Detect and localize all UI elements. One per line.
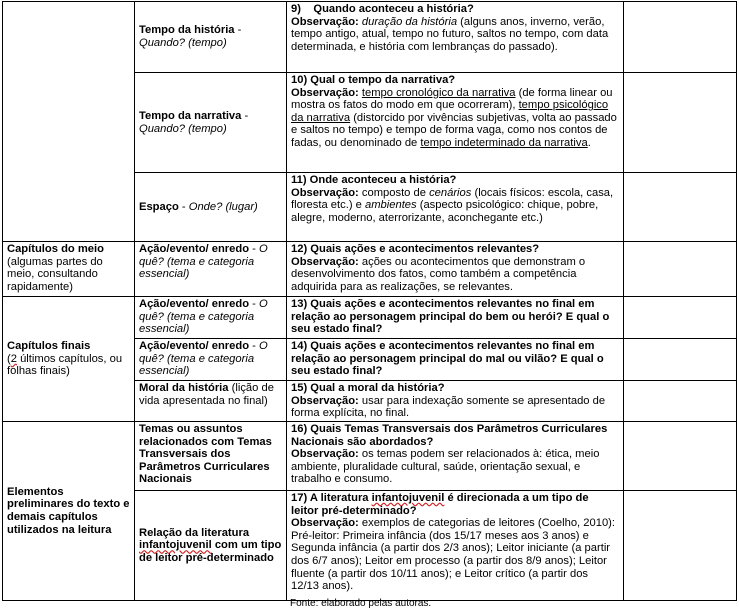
observation-text: (alguns anos, inverno, verão, tempo antigo, atual, tempo no futuro, saltos no tempo, com data determinada, e história com lembranças do passado). bbox=[291, 15, 609, 53]
section-cell-empty bbox=[3, 2, 135, 242]
element-title: Ação/evento/ enredo bbox=[139, 340, 250, 352]
notes-cell bbox=[624, 242, 737, 297]
question-heading: 17) A literatura infantojuvenil é direcionada a um tipo de leitor pré-determinado? bbox=[291, 492, 589, 517]
section-note: últimos capítulos, ou folhas finais) bbox=[7, 352, 123, 378]
notes-cell bbox=[624, 339, 737, 381]
element-cell: Ação/evento/ enredo - O quê? (tema e categoria essencial) bbox=[135, 339, 287, 381]
observation-text: (aspecto psicológico: chique, pobre, alegre, moderno, aterrorizante, aconchegante etc.) bbox=[291, 199, 599, 224]
observation-text: usar para indexação somente se apresentado de forma explícita, no final. bbox=[291, 394, 606, 420]
observation-underline: tempo psicológico da narrativa bbox=[291, 99, 609, 124]
question-heading: 11) Onde aconteceu a história? bbox=[291, 174, 457, 186]
section-note: (algumas partes do meio, consultando rapidamente) bbox=[7, 255, 103, 293]
element-cell: Espaço - Onde? (lugar) bbox=[135, 173, 287, 242]
question-cell bbox=[287, 73, 624, 173]
element-subtitle: O quê? (tema e categoria essencial) bbox=[139, 243, 268, 281]
element-cell: Tempo da história - Quando? (tempo) bbox=[135, 2, 287, 73]
element-title: Tempo da narrativa bbox=[139, 109, 242, 122]
observation-text: exemplos de categorias de leitores (Coelho, 2010): Pré-leitor: Primeira infância (dos 15/17 meses aos 3 anos) e Segunda infância (a partir dos 2/3 anos); Leitor iniciante (a partir dos 6/7 anos); Leitor em processo (a partir dos 8/9 anos); Leitor fluente (a partir dos 10/11 anos); e Leitor crítico (a partir dos 12/13 anos). bbox=[291, 517, 615, 593]
section-title: Capítulos do meio bbox=[7, 243, 104, 255]
question-cell bbox=[287, 242, 624, 297]
element-title: Espaço bbox=[139, 200, 179, 213]
notes-cell bbox=[624, 422, 737, 491]
observation-text: os temas podem ser relacionados à: ética, meio ambiente, pluralidade cultural, saúde, orientação sexual, e trabalho e consumo. bbox=[291, 448, 600, 486]
observation-italic: ambientes bbox=[365, 199, 417, 212]
element-cell: Ação/evento/ enredo - O quê? (tema e categoria essencial) bbox=[135, 242, 287, 297]
element-title: Ação/evento/ enredo bbox=[139, 243, 250, 255]
table-row bbox=[3, 297, 737, 339]
observation-text: composto de bbox=[361, 186, 426, 199]
element-title: Tempo da história bbox=[139, 24, 235, 37]
question-heading: 13) Quais ações e acontecimentos relevantes no final em relação ao personagem principal do bem ou herói? E qual o seu estado final? bbox=[291, 298, 610, 336]
element-subtitle: Quando? (tempo) bbox=[139, 122, 227, 135]
observation-label: Observação: bbox=[291, 86, 359, 99]
question-cell bbox=[287, 422, 624, 491]
observation-text: ações ou acontecimentos que demonstram o desenvolvimento dos fatos, como também a competência adquirida para as realizações, se relevantes. bbox=[291, 255, 586, 293]
element-cell bbox=[135, 491, 287, 601]
element-title: Relação da literatura infantojuvenil com um tipo de leitor pré-determinado bbox=[139, 526, 282, 564]
question-heading: 16) Quais Temas Transversais dos Parâmetros Curriculares Nacionais são abordados? bbox=[291, 423, 608, 448]
observation-label: Observação: bbox=[291, 517, 359, 530]
question-cell bbox=[287, 339, 624, 381]
element-title: Temas ou assuntos relacionados com Temas Transversais dos Parâmetros Curriculares Nacionais bbox=[139, 423, 272, 486]
observation-text: (de forma linear ou mostra os fatos do modo em que ocorreram), bbox=[291, 86, 613, 112]
observation-label: Observação: bbox=[291, 255, 359, 268]
table-row bbox=[3, 422, 737, 491]
section-title: Elementos preliminares do texto e demais capítulos utilizados na leitura bbox=[7, 485, 130, 536]
question-cell bbox=[287, 173, 624, 242]
analysis-table bbox=[2, 1, 737, 601]
observation-label: Observação: bbox=[291, 394, 359, 407]
section-cell bbox=[3, 242, 135, 297]
observation-text: . bbox=[587, 136, 591, 149]
table-row bbox=[3, 2, 737, 73]
question-cell bbox=[287, 381, 624, 422]
observation-italic: cenários bbox=[429, 186, 472, 199]
element-subtitle: Quando? (tempo) bbox=[139, 37, 227, 49]
observation-label: Observação: bbox=[291, 448, 359, 461]
question-heading: 15) Qual a moral da história? bbox=[291, 382, 445, 394]
notes-cell bbox=[624, 2, 737, 73]
notes-cell bbox=[624, 491, 737, 601]
observation-underline: tempo indeterminado da narrativa bbox=[420, 136, 588, 149]
question-cell bbox=[287, 2, 624, 73]
element-cell: Tempo da narrativa - Quando? (tempo) bbox=[135, 73, 287, 173]
source-caption: Fonte: elaborado pelas autoras. bbox=[290, 598, 432, 609]
question-heading: 12) Quais ações e acontecimentos relevantes? bbox=[291, 243, 540, 255]
observation-text: (locais físicos: escola, casa, floresta etc.) e bbox=[291, 186, 614, 212]
element-cell: Ação/evento/ enredo - O quê? (tema e categoria essencial) bbox=[135, 297, 287, 339]
observation-label: Observação: bbox=[291, 186, 359, 199]
observation-underline: tempo cronológico da narrativa bbox=[361, 86, 516, 99]
observation-text: (distorcido por vivências subjetivas, volta ao passado e saltos no tempo) e tempo de forma vaga, como nos contos de fadas, ou denominado de bbox=[291, 111, 617, 149]
question-cell bbox=[287, 491, 624, 601]
question-heading: 14) Quais ações e acontecimentos relevantes no final em relação ao personagem principal do mal ou vilão? E qual o seu estado final? bbox=[291, 340, 604, 378]
notes-cell bbox=[624, 73, 737, 173]
element-title: Moral da história bbox=[139, 382, 229, 394]
element-subtitle: (lição de vida apresentada no final) bbox=[139, 382, 274, 407]
notes-cell bbox=[624, 173, 737, 242]
element-title: Ação/evento/ enredo bbox=[139, 298, 250, 310]
question-heading: 10) Qual o tempo da narrativa? bbox=[291, 74, 456, 86]
element-cell bbox=[135, 381, 287, 422]
notes-cell bbox=[624, 381, 737, 422]
element-cell bbox=[135, 422, 287, 491]
element-subtitle: O quê? (tema e categoria essencial) bbox=[139, 340, 268, 378]
observation-label: Observação: bbox=[291, 15, 359, 28]
question-heading: 9) Quando aconteceu a história? bbox=[291, 3, 474, 15]
section-cell bbox=[3, 422, 135, 601]
notes-cell bbox=[624, 297, 737, 339]
table-row bbox=[3, 242, 737, 297]
observation-italic: duração da história bbox=[361, 15, 458, 28]
element-subtitle: O quê? (tema e categoria essencial) bbox=[139, 298, 268, 336]
section-cell: Capítulos finais (2 últimos capítulos, ou folhas finais) bbox=[3, 297, 135, 422]
section-note-number: 2 bbox=[10, 352, 17, 365]
question-cell bbox=[287, 297, 624, 339]
section-title: Capítulos finais bbox=[7, 340, 91, 353]
element-subtitle: Onde? (lugar) bbox=[188, 200, 258, 213]
